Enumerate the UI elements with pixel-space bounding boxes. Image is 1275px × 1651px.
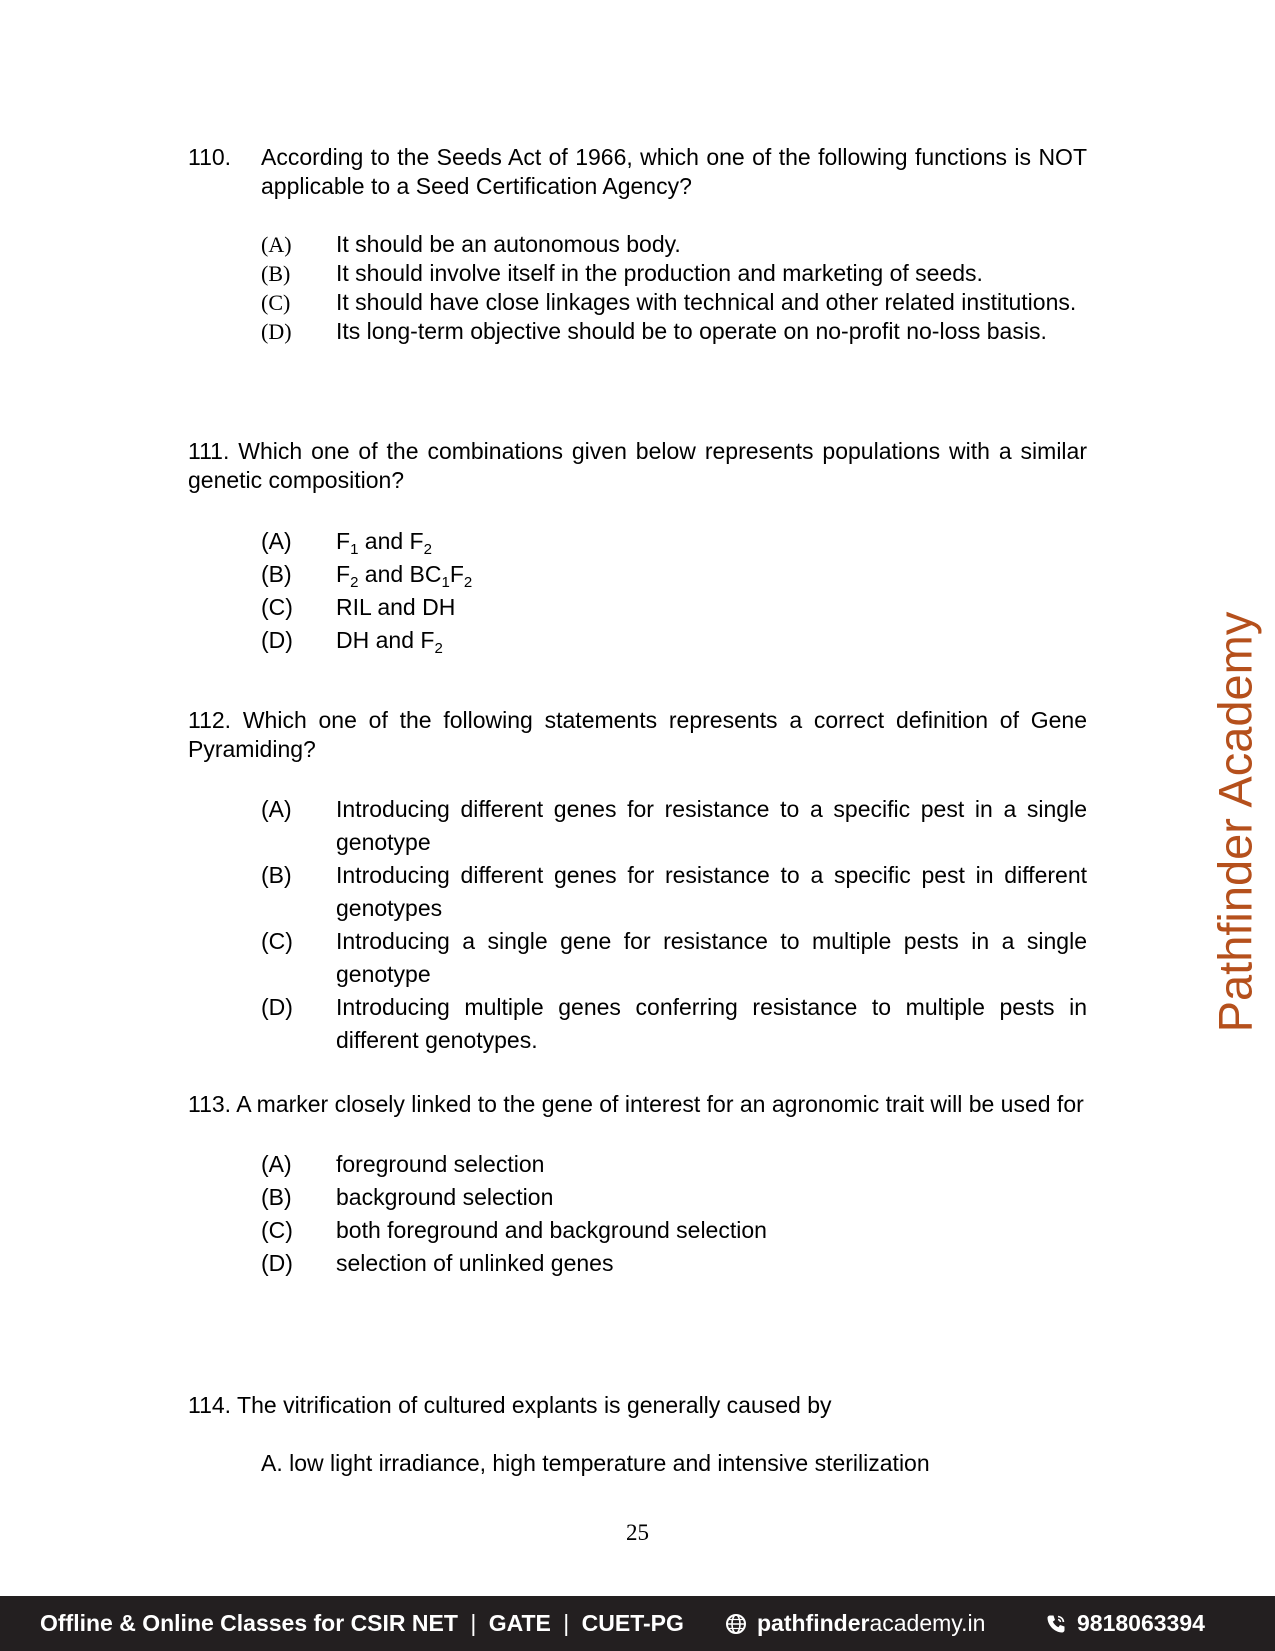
option-d <box>261 991 1087 1057</box>
question-number: 112. <box>188 707 232 733</box>
option-c <box>261 1214 1087 1247</box>
option-text: $F_2$ and $BC_1F_2$ <box>336 561 473 591</box>
subscript: 2 <box>423 541 432 558</box>
subscript: 1 <box>441 574 450 591</box>
subscript: 2 <box>434 640 443 657</box>
option-label: (D) <box>261 627 293 653</box>
option-text: It should involve itself in the production and marketing of seeds. <box>336 260 983 286</box>
option-text: background selection <box>336 1184 554 1210</box>
option-text: $F_1$ and $F_2$ <box>336 528 432 558</box>
question-number: 111. <box>188 438 230 464</box>
question-text: The vitrification of cultured explants is generally caused by <box>237 1392 832 1418</box>
option-text: low light irradiance, high temperature and intensive sterilization <box>289 1450 930 1476</box>
option-a <box>261 230 1087 259</box>
option-text: both foreground and background selection <box>336 1217 767 1243</box>
subscript: 1 <box>350 541 359 558</box>
footer-site-light: academy.in <box>869 1610 986 1636</box>
option-text: RIL and DH <box>336 594 456 620</box>
footer-phone-number: 9818063394 <box>1077 1610 1205 1636</box>
question-number: 114. <box>188 1392 232 1418</box>
question-text: According to the Seeds Act of 1966, which one of the following functions is NOT applicable to a Seed Certification Agency? <box>261 144 1087 199</box>
option-text: selection of unlinked genes <box>336 1250 614 1276</box>
phone-icon <box>1045 1613 1067 1635</box>
option-c <box>261 288 1087 317</box>
option-d <box>261 317 1087 346</box>
option-b <box>261 1181 1087 1214</box>
option-text: foreground selection <box>336 1151 545 1177</box>
option-text: Introducing different genes for resistance to a specific pest in different genotypes <box>336 862 1087 921</box>
option-b <box>261 259 1087 288</box>
question-111 <box>188 437 1087 657</box>
option-label: (B) <box>261 261 291 286</box>
option-text: It should have close linkages with technical and other related institutions. <box>336 289 1077 315</box>
option-label: (B) <box>261 561 292 587</box>
option-label: (C) <box>261 1217 293 1243</box>
footer-separator: | <box>563 1610 570 1636</box>
globe-icon <box>725 1613 747 1635</box>
question-number: 110. <box>188 144 232 170</box>
option-text: Its long-term objective should be to operate on no-profit no-loss basis. <box>336 318 1047 344</box>
option-text: Introducing a single gene for resistance to multiple pests in a single genotype <box>336 928 1087 987</box>
question-text: Which one of the following statements represents a correct definition of Gene Pyramiding? <box>188 707 1088 762</box>
option-a <box>261 1449 1087 1478</box>
option-a <box>261 525 1087 558</box>
question-110 <box>188 143 1087 346</box>
footer-bar <box>0 1596 1275 1651</box>
question-number: 113. <box>188 1091 232 1117</box>
option-label: (A) <box>261 528 292 554</box>
option-label: (A) <box>261 796 292 822</box>
option-a <box>261 793 1087 859</box>
option-label: (D) <box>261 1250 293 1276</box>
watermark-text: Pathfinder Academy <box>1208 611 1262 1033</box>
option-text: DH and $F_2$ <box>336 627 443 657</box>
option-a <box>261 1148 1087 1181</box>
footer-classes-text: Offline & Online Classes for CSIR NET <box>40 1610 458 1636</box>
option-text: It should be an autonomous body. <box>336 231 681 257</box>
footer-separator: | <box>470 1610 477 1636</box>
option-label: (D) <box>261 319 292 344</box>
question-text: Which one of the combinations given below represents populations with a similar genetic composition? <box>188 438 1087 493</box>
question-114 <box>188 1391 1087 1478</box>
option-label: (B) <box>261 862 292 888</box>
footer-website[interactable] <box>725 1610 985 1637</box>
page-number: 25 <box>626 1520 649 1545</box>
option-c <box>261 591 1087 624</box>
footer-site-bold: pathfinder <box>757 1610 870 1636</box>
option-label: (C) <box>261 928 293 954</box>
option-label: (A) <box>261 232 292 257</box>
option-c <box>261 925 1087 991</box>
option-b <box>261 859 1087 925</box>
option-label: (C) <box>261 594 293 620</box>
subscript: 2 <box>463 574 473 591</box>
subscript: 2 <box>350 574 359 591</box>
footer-classes <box>40 1610 684 1637</box>
footer-phone[interactable] <box>1045 1610 1205 1637</box>
question-113 <box>188 1090 1087 1280</box>
option-label: (A) <box>261 1151 292 1177</box>
option-label: (C) <box>261 290 291 315</box>
footer-exam-gate: GATE <box>488 1610 551 1636</box>
option-d <box>261 1247 1087 1280</box>
option-label: A. <box>261 1450 283 1476</box>
option-b <box>261 558 1087 591</box>
question-text: A marker closely linked to the gene of interest for an agronomic trait will be used for <box>236 1091 1084 1117</box>
question-112 <box>188 706 1087 1057</box>
footer-exam-cuet: CUET-PG <box>581 1610 684 1636</box>
option-label: (D) <box>261 994 293 1020</box>
option-text: Introducing multiple genes conferring resistance to multiple pests in different genotypes. <box>336 994 1087 1053</box>
option-label: (B) <box>261 1184 292 1210</box>
option-d <box>261 624 1087 657</box>
option-text: Introducing different genes for resistance to a specific pest in a single genotype <box>336 796 1087 855</box>
